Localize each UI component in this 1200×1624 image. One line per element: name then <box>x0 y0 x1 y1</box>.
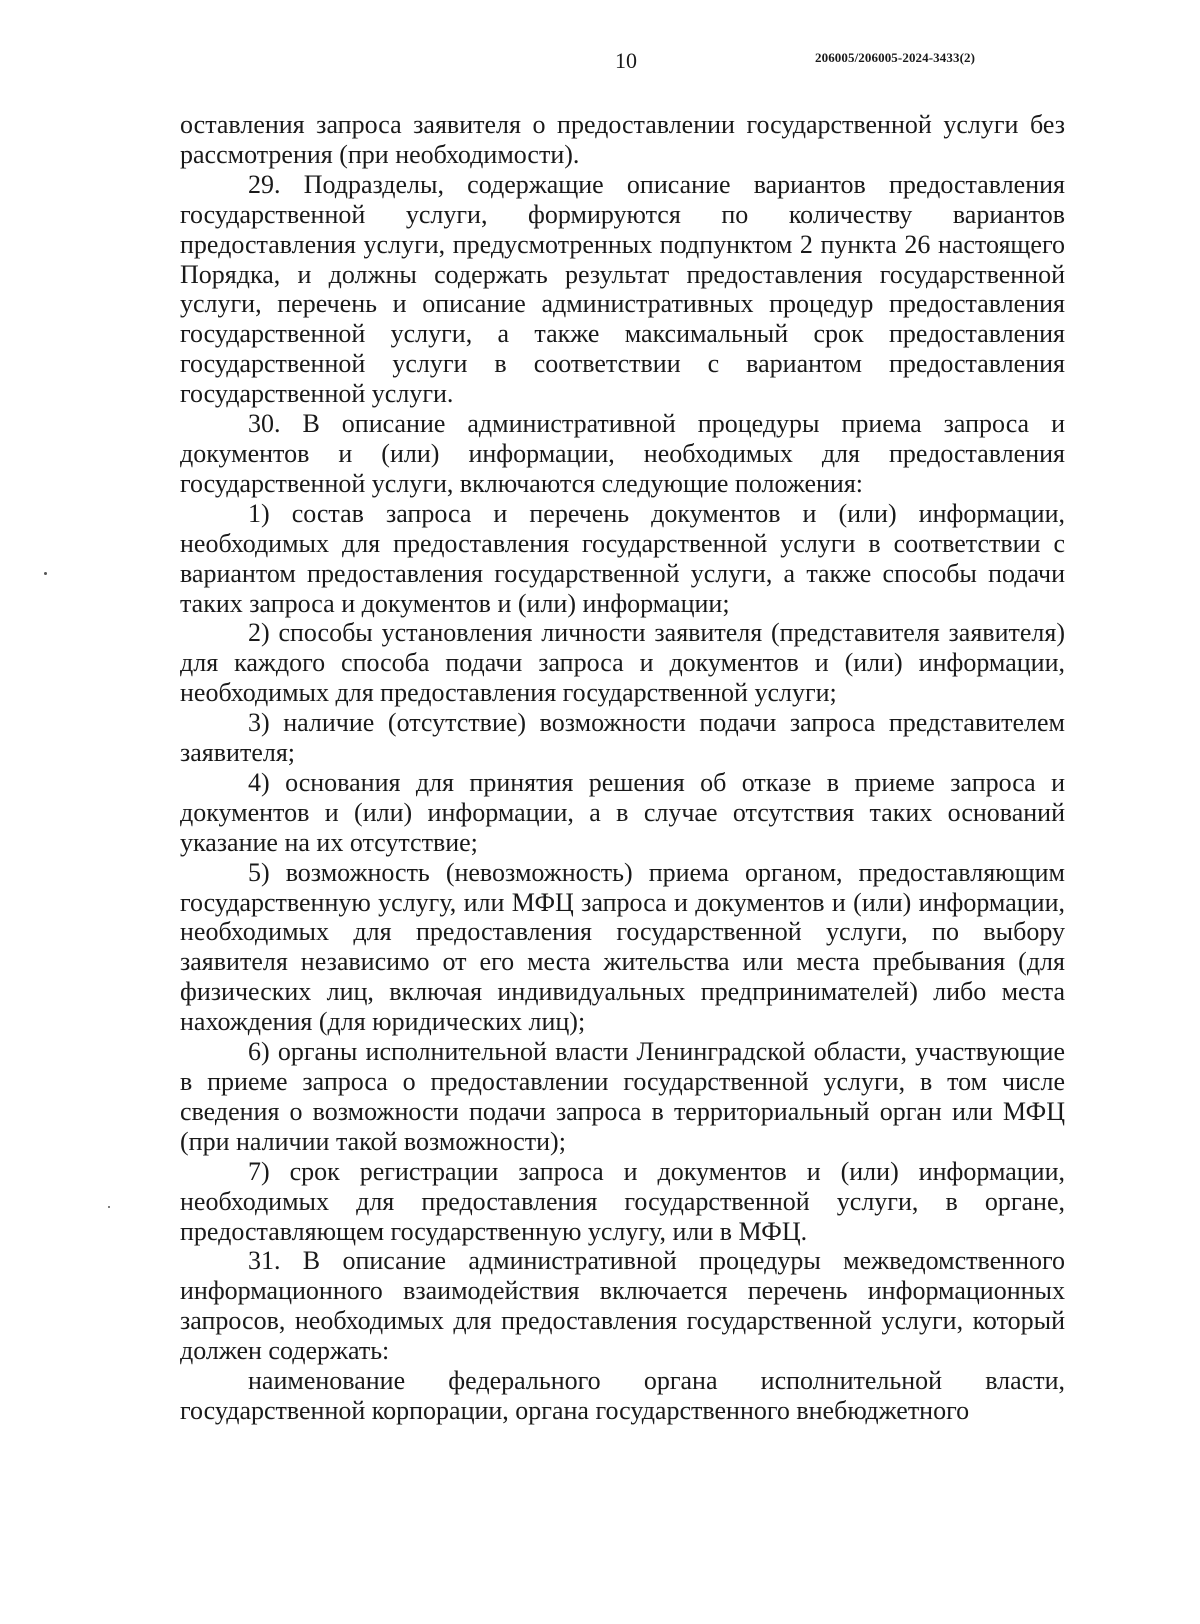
list-item: 1) состав запроса и перечень документов и (или) информации, необходимых для предоставления государственной услуги в соответствии с вариантом предоставления государственной услуги, а также способы подачи таких запроса и документов и (или) информации; <box>180 498 1065 618</box>
list-item: 5) возможность (невозможность) приема органом, предоставляющим государственную услугу, или МФЦ запроса и документов и (или) информации, необходимых для предоставления государственной услуги, по выбору заявителя независимо от его места жительства или места пребывания (для физических лиц, включая индивидуальных предпринимателей) либо места нахождения (для юридических лиц); <box>180 857 1065 1037</box>
document-body <box>180 110 1065 1426</box>
paragraph: 31. В описание административной процедуры межведомственного информационного взаимодействия включается перечень информационных запросов, необходимых для предоставления государственной услуги, который должен содержать: <box>180 1246 1065 1366</box>
list-item: 6) органы исполнительной власти Ленинградской области, участвующие в приеме запроса о предоставлении государственной услуги, в том числе сведения о возможности подачи запроса в территориальный орган или МФЦ (при наличии такой возможности); <box>180 1037 1065 1156</box>
list-item: 7) срок регистрации запроса и документов и (или) информации, необходимых для предоставления государственной услуги, в органе, предоставляющем государственную услугу, или в МФЦ. <box>180 1156 1065 1246</box>
paragraph: наименование федерального органа исполнительной власти, государственной корпорации, органа государственного внебюджетного <box>180 1366 1065 1425</box>
scan-speck <box>108 1206 110 1208</box>
list-item: 3) наличие (отсутствие) возможности подачи запроса представителем заявителя; <box>180 708 1065 768</box>
page-number: 10 <box>615 48 637 73</box>
paragraph: 30. В описание административной процедуры приема запроса и документов и (или) информации, необходимых для предоставления государственной услуги, включаются следующие положения: <box>180 409 1065 498</box>
scan-speck <box>44 572 47 575</box>
document-id: 206005/206005-2024-3433(2) <box>815 50 976 65</box>
paragraph: 29. Подразделы, содержащие описание вариантов предоставления государственной услуги, формируются по количеству вариантов предоставления услуги, предусмотренных подпунктом 2 пункта 26 настоящего Порядка, и должны содержать результат предоставления государственной услуги, перечень и описание административных процедур предоставления государственной услуги, а также максимальный срок предоставления государственной услуги в соответствии с вариантом предоставления государственной услуги. <box>180 169 1065 409</box>
list-item: 4) основания для принятия решения об отказе в приеме запроса и документов и (или) информации, а в случае отсутствия таких оснований указание на их отсутствие; <box>180 767 1065 857</box>
paragraph: оставления запроса заявителя о предоставлении государственной услуги без рассмотрения (при необходимости). <box>180 110 1065 169</box>
list-item: 2) способы установления личности заявителя (представителя заявителя) для каждого способа подачи запроса и документов и (или) информации, необходимых для предоставления государственной услуги; <box>180 618 1065 708</box>
